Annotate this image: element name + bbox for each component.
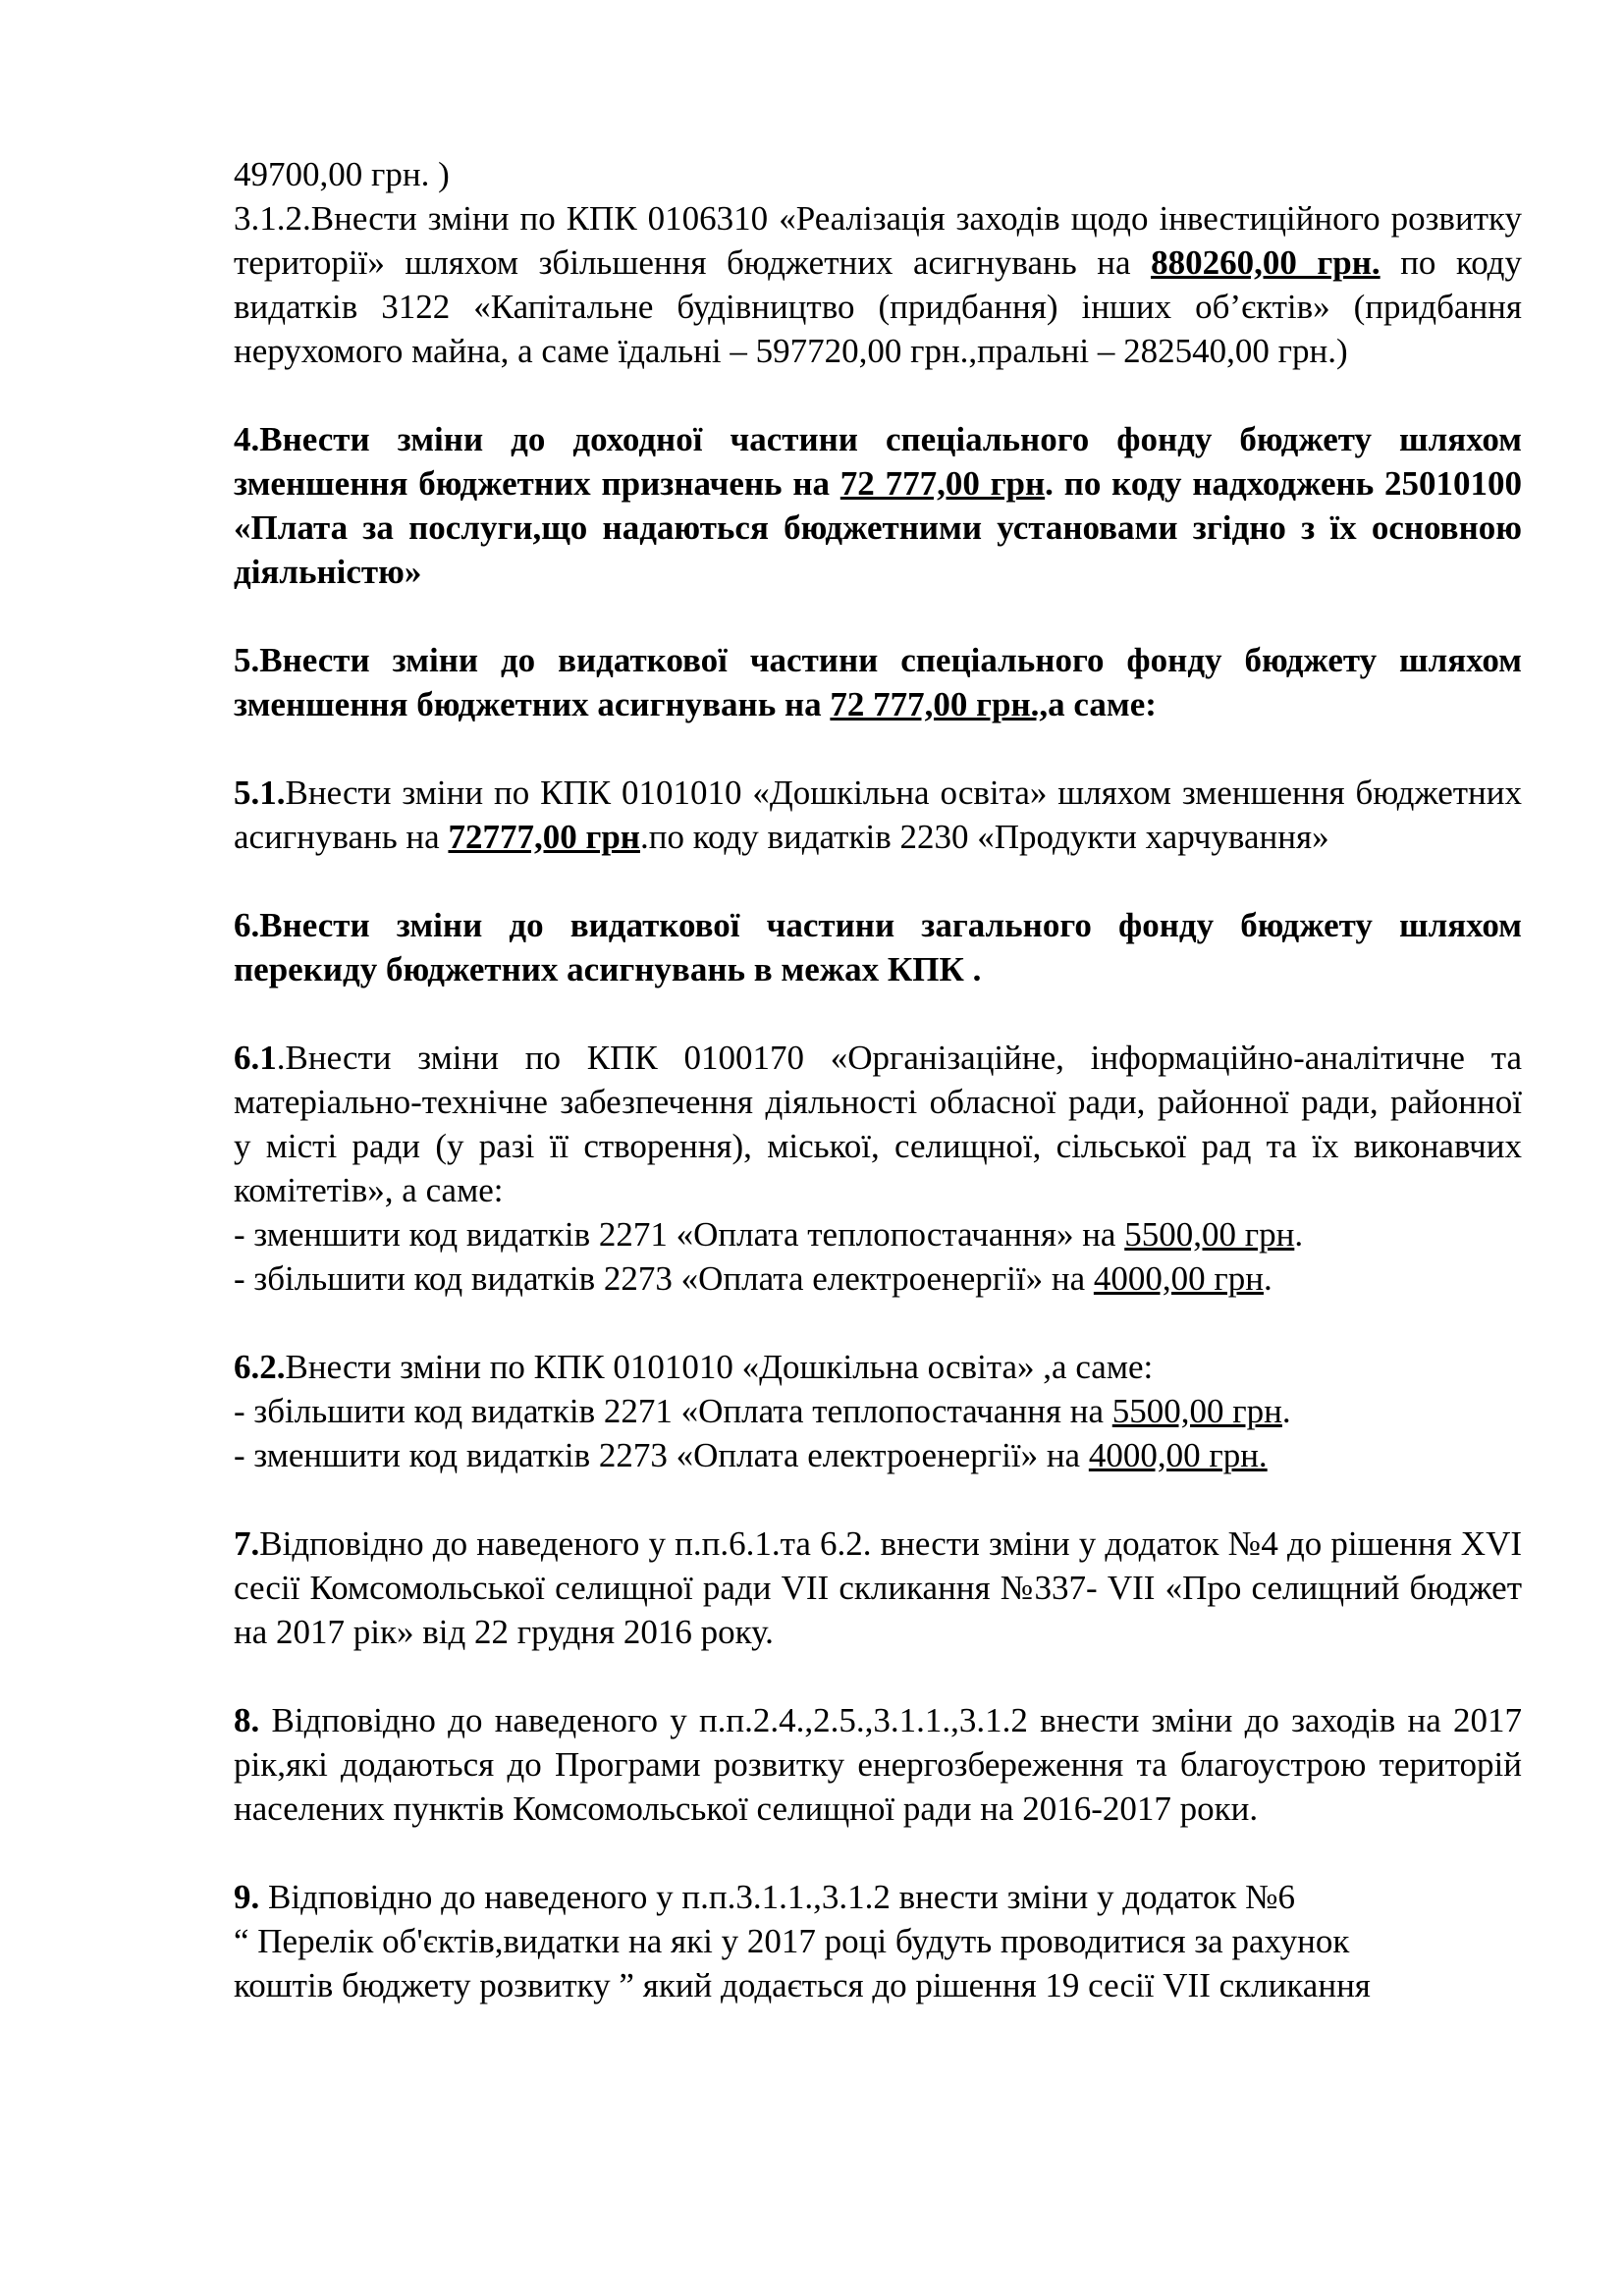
paragraph-5 — [234, 638, 1522, 726]
paragraph-6-2 — [234, 1345, 1522, 1477]
text: а саме: — [1048, 685, 1157, 723]
amount: 72 777,00 грн — [839, 464, 1046, 503]
text: 6.Внести зміни до видаткової частини загального фонду бюджету шляхом перекиду бюджетних асигнувань в межах КПК . — [234, 906, 1522, 988]
text: .по коду видатків 2230 «Продукти харчування» — [639, 818, 1329, 856]
text: - збільшити код видатків 2273 «Оплата електроенергії» на — [234, 1259, 1094, 1298]
amount: 72 777,00 грн., — [830, 685, 1049, 723]
text: Внести зміни по КПК 0101010 «Дошкільна освіта» ,а саме: — [285, 1348, 1154, 1386]
text: коштів бюджету розвитку ” який додається до рішення 19 сесії VII скликання — [234, 1966, 1371, 2004]
text: “ Перелік об'єктів,видатки на які у 2017 році будуть проводитися за рахунок — [234, 1922, 1350, 1960]
text: Відповідно до наведеного у п.п.3.1.1.,3.1.2 внести зміни у додаток №6 — [259, 1878, 1295, 1916]
amount: 4000,00 грн — [1093, 1259, 1264, 1298]
amount: 5500,00 грн — [1124, 1215, 1295, 1254]
paragraph-5-1 — [234, 771, 1522, 859]
amount: 5500,00 грн — [1111, 1392, 1282, 1430]
document-body — [234, 152, 1522, 2007]
item-number: 5.1. — [234, 774, 286, 812]
text: по коду видатків 3122 «Капітальне будівництво (придбання) інших об’єктів» (придбання нерухомого майна, а саме їдальні – 597720,00 грн.,пральні – 282540,00 грн.) — [234, 243, 1522, 370]
amount: 72777,00 грн — [448, 818, 640, 856]
item-number: 9. — [234, 1878, 260, 1916]
paragraph-continuation — [234, 152, 1522, 373]
amount: 4000,00 грн. — [1088, 1436, 1268, 1474]
item-number: 7. — [234, 1524, 260, 1563]
item-number: 8. — [234, 1701, 260, 1739]
item-number: 6.1 — [234, 1039, 277, 1077]
text: - зменшити код видатків 2271 «Оплата теплопостачання» на — [234, 1215, 1125, 1254]
paragraph-8 — [234, 1698, 1522, 1831]
text: .Внести зміни по КПК 0100170 «Організаційне, інформаційно-аналітичне та матеріально-технічне забезпечення діяльності обласної ради, районної ради, районної у місті ради (у разі її створення), міської, селищної, сільської рад та їх виконавчих комітетів», а саме: — [234, 1039, 1522, 1209]
text: . — [1281, 1392, 1291, 1430]
text: - зменшити код видатків 2273 «Оплата електроенергії» на — [234, 1436, 1089, 1474]
text: Внести зміни по КПК 0101010 «Дошкільна освіта» шляхом зменшення бюджетних асигнувань на — [234, 774, 1522, 856]
text: Відповідно до наведеного у п.п.2.4.,2.5.,3.1.1.,3.1.2 внести зміни до заходів на 2017 рік,які додаються до Програми розвитку енергозбереження та благоустрою територій населених пунктів Комсомольської селищної ради на 2016-2017 роки. — [234, 1701, 1522, 1828]
text: Відповідно до наведеного у п.п.6.1.та 6.2. внести зміни у додаток №4 до рішення XVI сесії Комсомольської селищної ради VII скликання №337- VII «Про селищний бюджет на 2017 рік» від 22 грудня 2016 року. — [234, 1524, 1522, 1651]
paragraph-9 — [234, 1875, 1522, 2007]
text: . — [1263, 1259, 1272, 1298]
paragraph-6 — [234, 903, 1522, 991]
text: . по коду надходжень 25010100 «Плата за послуги,що надаються бюджетними установами згідно з їх основною діяльністю» — [234, 464, 1522, 591]
text: 4.Внести зміни до доходної частини спеціального фонду бюджету шляхом зменшення бюджетних призначень на — [234, 420, 1522, 503]
text: 49700,00 грн. ) — [234, 155, 450, 193]
text: . — [1294, 1215, 1304, 1254]
text: 5.Внести зміни до видаткової частини спеціального фонду бюджету шляхом зменшення бюджетних асигнувань на — [234, 641, 1522, 723]
paragraph-6-1 — [234, 1036, 1522, 1301]
item-number: 6.2. — [234, 1348, 286, 1386]
paragraph-7 — [234, 1522, 1522, 1654]
amount: 880260,00 грн. — [1151, 243, 1380, 282]
paragraph-4 — [234, 417, 1522, 594]
text: 3.1.2.Внести зміни по КПК 0106310 «Реалізація заходів щодо інвестиційного розвитку території» шляхом збільшення бюджетних асигнувань на — [234, 199, 1522, 282]
text: - збільшити код видатків 2271 «Оплата теплопостачання на — [234, 1392, 1112, 1430]
